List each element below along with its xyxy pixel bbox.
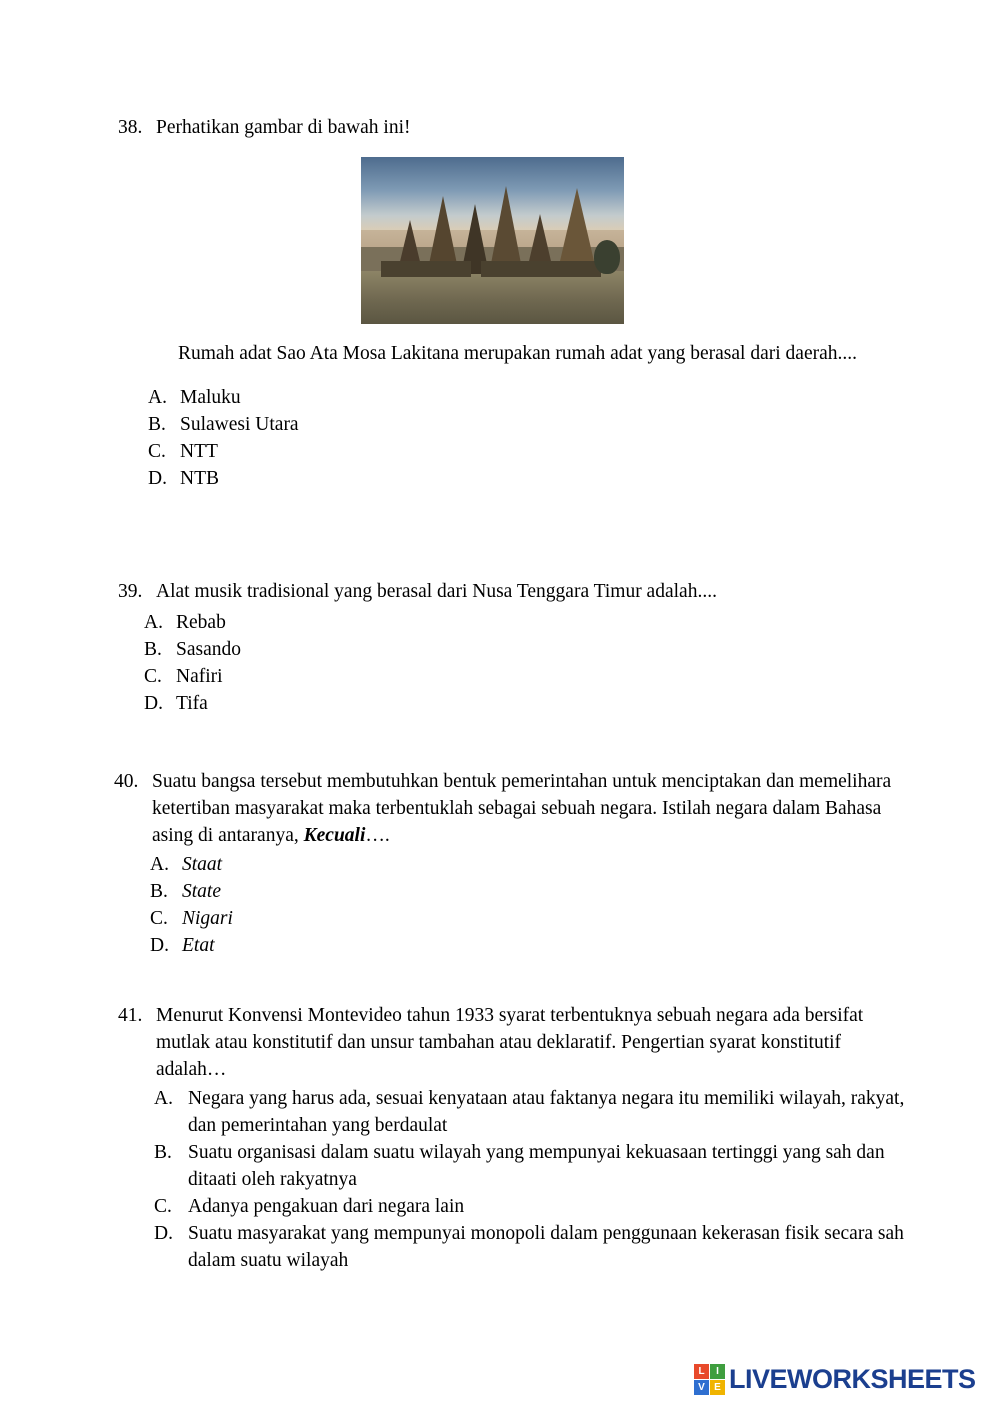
option-letter: A.	[154, 1088, 173, 1109]
question-41-prompt-row	[118, 1002, 908, 1083]
option-letter: C.	[154, 1196, 172, 1217]
option-text: Rebab	[176, 612, 226, 633]
option-text: State	[182, 881, 221, 902]
option-text: Etat	[182, 935, 215, 956]
option-row[interactable]	[150, 851, 904, 878]
question-39-number: 39.	[118, 581, 143, 602]
option-row[interactable]	[150, 878, 904, 905]
photo-hut-2	[481, 261, 601, 277]
option-row[interactable]	[154, 1220, 908, 1274]
question-40-number: 40.	[114, 771, 139, 792]
question-40-prompt-row	[114, 768, 904, 849]
option-letter: C.	[150, 908, 168, 929]
option-text: NTT	[180, 441, 218, 462]
logo-wordmark: LIVEWORKSHEETS	[729, 1363, 976, 1394]
option-text: Suatu masyarakat yang mempunyai monopoli dalam penggunaan kekerasan fisik secara sah dalam suatu wilayah	[188, 1223, 904, 1271]
option-row[interactable]	[150, 905, 904, 932]
photo-ground	[361, 271, 624, 324]
question-38-number: 38.	[118, 117, 143, 138]
question-39-prompt: Alat musik tradisional yang berasal dari Nusa Tenggara Timur adalah....	[156, 581, 717, 602]
question-41-prompt: Menurut Konvensi Montevideo tahun 1933 syarat terbentuknya sebuah negara ada bersifat mutlak atau konstitutif dan unsur tambahan atau deklaratif. Pengertian syarat konstitutif adalah…	[156, 1005, 864, 1080]
option-letter: C.	[144, 666, 162, 687]
option-text: Suatu organisasi dalam suatu wilayah yang mempunyai kekuasaan tertinggi yang sah dan ditaati oleh rakyatnya	[188, 1142, 885, 1190]
option-letter: D.	[154, 1223, 173, 1244]
question-41-options	[154, 1085, 908, 1274]
option-text: Tifa	[176, 693, 208, 714]
option-row[interactable]	[148, 384, 898, 411]
logo-letter-l: L	[694, 1364, 709, 1379]
option-text: Adanya pengakuan dari negara lain	[188, 1196, 465, 1217]
question-38-prompt: Perhatikan gambar di bawah ini!	[156, 117, 411, 138]
option-text: Sasando	[176, 639, 241, 660]
option-row[interactable]	[148, 465, 898, 492]
option-text: Nafiri	[176, 666, 223, 687]
option-text: Staat	[182, 854, 223, 875]
option-letter: B.	[144, 639, 162, 660]
question-40-prompt-part2: ….	[365, 825, 390, 846]
question-38-image	[361, 157, 624, 324]
option-text: Sulawesi Utara	[180, 414, 299, 435]
option-text: Maluku	[180, 387, 241, 408]
option-letter: D.	[150, 935, 169, 956]
option-row[interactable]	[154, 1085, 908, 1139]
option-text: NTB	[180, 468, 219, 489]
option-letter: A.	[144, 612, 163, 633]
option-letter: A.	[150, 854, 169, 875]
option-letter: B.	[148, 414, 166, 435]
logo-letter-v: V	[694, 1380, 709, 1395]
question-39-options	[144, 609, 898, 717]
logo-letter-e: E	[710, 1380, 725, 1395]
option-row[interactable]	[148, 438, 898, 465]
question-39	[118, 578, 898, 717]
question-38-options	[148, 384, 898, 492]
option-row[interactable]	[144, 636, 898, 663]
option-letter: B.	[150, 881, 168, 902]
liveworksheets-logo[interactable]	[694, 1362, 976, 1396]
question-41-number: 41.	[118, 1005, 143, 1026]
question-38	[118, 114, 898, 492]
question-40-prompt	[152, 768, 904, 849]
photo-hut-1	[381, 261, 471, 277]
photo-tree	[594, 240, 620, 274]
option-row[interactable]	[154, 1193, 908, 1220]
question-39-prompt-row	[118, 578, 898, 605]
option-letter: D.	[144, 693, 163, 714]
question-38-prompt-row	[118, 114, 898, 141]
option-row[interactable]	[148, 411, 898, 438]
question-40-prompt-emphasis: Kecuali	[303, 825, 366, 846]
question-41	[118, 1002, 908, 1274]
option-row[interactable]	[154, 1139, 908, 1193]
option-letter: C.	[148, 441, 166, 462]
option-row[interactable]	[144, 690, 898, 717]
option-letter: D.	[148, 468, 167, 489]
question-40	[114, 768, 904, 959]
option-row[interactable]	[144, 609, 898, 636]
option-text: Nigari	[182, 908, 233, 929]
option-text: Negara yang harus ada, sesuai kenyataan atau faktanya negara itu memiliki wilayah, rakyat, dan pemerintahan yang berdaulat	[188, 1088, 905, 1136]
option-row[interactable]	[144, 663, 898, 690]
option-letter: B.	[154, 1142, 172, 1163]
option-row[interactable]	[150, 932, 904, 959]
traditional-house-photo	[361, 157, 624, 324]
logo-squares-icon	[694, 1364, 725, 1395]
logo-letter-i: I	[710, 1364, 725, 1379]
question-40-prompt-part1: Suatu bangsa tersebut membutuhkan bentuk pemerintahan untuk menciptakan dan memelihara ketertiban masyarakat maka terbentuklah sebagai sebuah negara. Istilah negara dalam Bahasa asing di antaranya,	[152, 771, 892, 846]
question-40-options	[150, 851, 904, 959]
option-letter: A.	[148, 387, 167, 408]
question-38-caption: Rumah adat Sao Ata Mosa Lakitana merupakan rumah adat yang berasal dari daerah....	[178, 343, 857, 364]
